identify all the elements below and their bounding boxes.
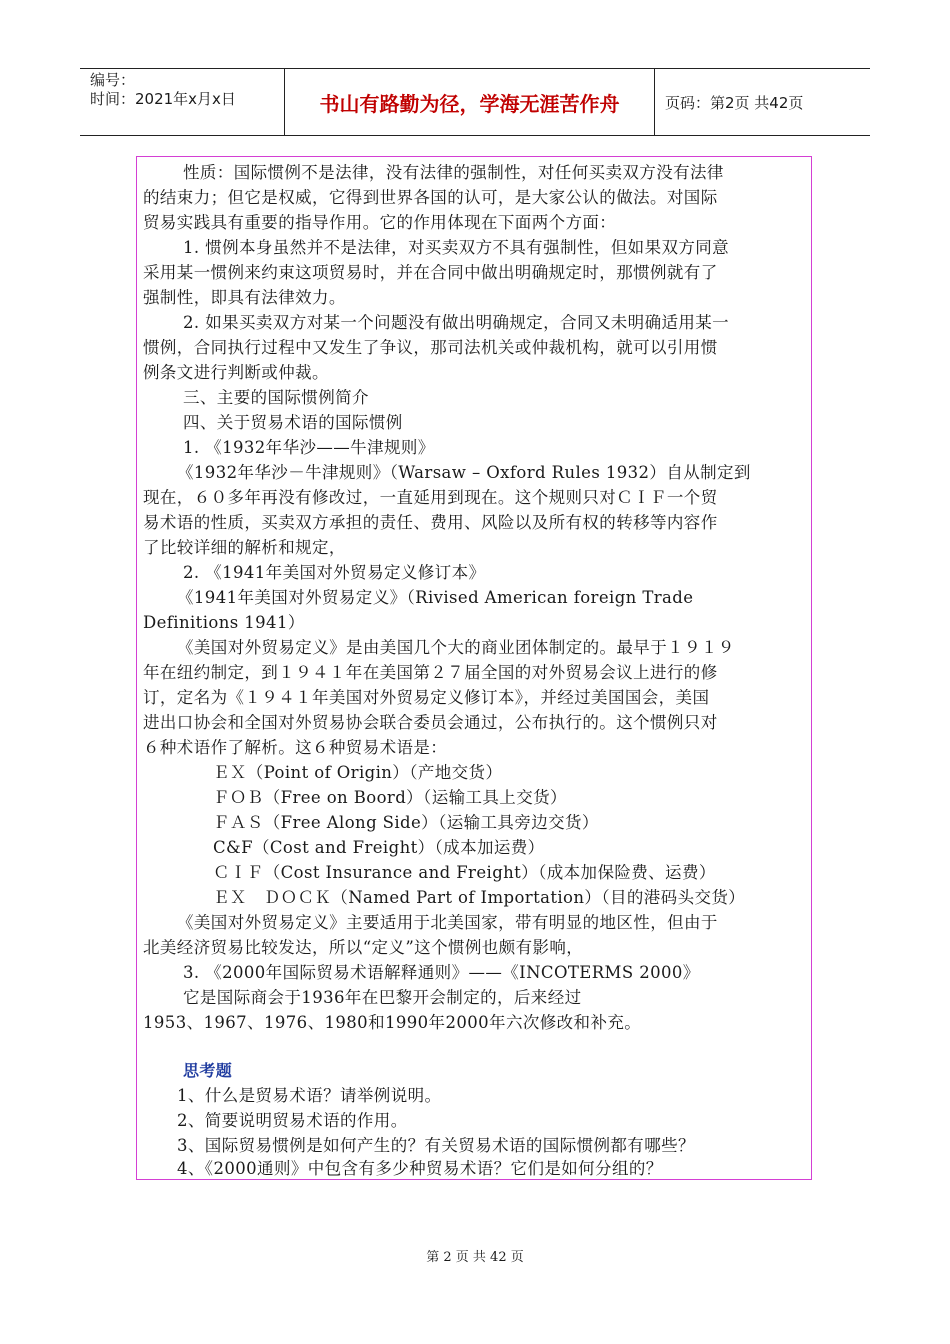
- text-line: 《美国对外贸易定义》主要适用于北美国家，带有明显的地区性，但由于: [177, 913, 718, 932]
- content-frame: [136, 156, 812, 1180]
- text-line: 惯例，合同执行过程中又发生了争议，那司法机关或仲裁机构，就可以引用惯: [143, 338, 718, 357]
- section-heading: 三、主要的国际惯例简介: [183, 388, 369, 407]
- text-line: 的结束力；但它是权威，它得到世界各国的认可，是大家公认的做法。对国际: [143, 188, 718, 207]
- text-line: 例条文进行判断或仲裁。: [143, 363, 329, 382]
- subsection-heading: 3. 《2000年国际贸易术语解释通则》——《INCOTERMS 2000》: [183, 963, 700, 982]
- text-line: 强制性，即具有法律效力。: [143, 288, 346, 307]
- text-line: 1953、1967、1976、1980和1990年2000年六次修改和补充。: [143, 1013, 642, 1032]
- header-motto: 书山有路勤为径，学海无涯苦作舟: [319, 91, 620, 116]
- text-line: 易术语的性质，买卖双方承担的责任、费用、风险以及所有权的转移等内容作: [143, 513, 718, 532]
- serial-label: 编号：: [90, 71, 136, 89]
- text-line: 《1932年华沙－牛津规则》（Warsaw – Oxford Rules 1932）自从制定到: [177, 463, 751, 482]
- question-item: 4、《2000通则》中包含有多少种贸易术语？它们是如何分组的？: [177, 1159, 663, 1178]
- question-item: 2、简要说明贸易术语的作用。: [177, 1111, 408, 1130]
- text-line: 采用某一惯例来约束这项贸易时，并在合同中做出明确规定时，那惯例就有了: [143, 263, 718, 282]
- text-line: 现在，６０多年再没有修改过，一直延用到现在。这个规则只对ＣＩＦ一个贸: [143, 488, 718, 507]
- term-item: ＥＸ（Point of Origin）（产地交货）: [213, 763, 503, 782]
- text-line: 它是国际商会于1936年在巴黎开会制定的，后来经过: [183, 988, 582, 1007]
- term-item: ＦＡＳ（Free Along Side）（运输工具旁边交货）: [213, 813, 599, 832]
- term-item: ＥＸ ＤＯＣＫ（Named Part of Importation）（目的港码头交货）: [213, 888, 746, 907]
- term-item: C&F（Cost and Freight）（成本加运费）: [213, 838, 545, 857]
- text-line: ６种术语作了解析。这６种贸易术语是：: [143, 738, 448, 757]
- text-line: 年在纽约制定，到１９４１年在美国第２７届全国的对外贸易会议上进行的修: [143, 663, 718, 682]
- time-label: 时间：2021年x月x日: [90, 90, 236, 108]
- header-meta: [80, 69, 285, 135]
- text-line: 订，定名为《１９４１年美国对外贸易定义修订本》，并经过美国国会，美国: [143, 688, 710, 707]
- text-line: 了比较详细的解析和规定，: [143, 538, 346, 557]
- text-line: 2. 如果买卖双方对某一个问题没有做出明确规定，合同又未明确适用某一: [183, 313, 730, 332]
- question-item: 3、国际贸易惯例是如何产生的？有关贸易术语的国际惯例都有哪些？: [177, 1136, 695, 1155]
- page-footer: 第 2 页 共 42 页: [426, 1250, 524, 1265]
- text-line: 性质：国际惯例不是法律，没有法律的强制性，对任何买卖双方没有法律: [183, 163, 724, 182]
- header-page-info: 页码：第2页 共42页: [665, 93, 804, 112]
- text-line: 《美国对外贸易定义》是由美国几个大的商业团体制定的。最早于１９１９: [177, 638, 735, 657]
- subsection-heading: 2. 《1941年美国对外贸易定义修订本》: [183, 563, 486, 582]
- text-line: 进出口协会和全国对外贸易协会联合委员会通过，公布执行的。这个惯例只对: [143, 713, 718, 732]
- text-line: 1. 惯例本身虽然并不是法律，对买卖双方不具有强制性，但如果双方同意: [183, 238, 730, 257]
- term-item: ＣＩＦ（Cost Insurance and Freight）（成本加保险费、运费）: [213, 863, 716, 882]
- term-item: ＦＯＢ（Free on Boord）（运输工具上交货）: [213, 788, 567, 807]
- text-line: 贸易实践具有重要的指导作用。它的作用体现在下面两个方面：: [143, 213, 617, 232]
- question-item: 1、什么是贸易术语？请举例说明。: [177, 1086, 442, 1105]
- text-line: 《1941年美国对外贸易定义》（Rivised American foreign Trade: [177, 588, 694, 607]
- page-header: [80, 68, 870, 136]
- questions-title: 思考题: [183, 1061, 233, 1080]
- header-motto-cell: [285, 69, 655, 135]
- text-line: 北美经济贸易比较发达，所以“定义”这个惯例也颇有影响，: [143, 938, 584, 957]
- section-heading: 四、关于贸易术语的国际惯例: [183, 413, 403, 432]
- text-line: Definitions 1941）: [143, 613, 305, 632]
- subsection-heading: 1. 《1932年华沙——牛津规则》: [183, 438, 435, 457]
